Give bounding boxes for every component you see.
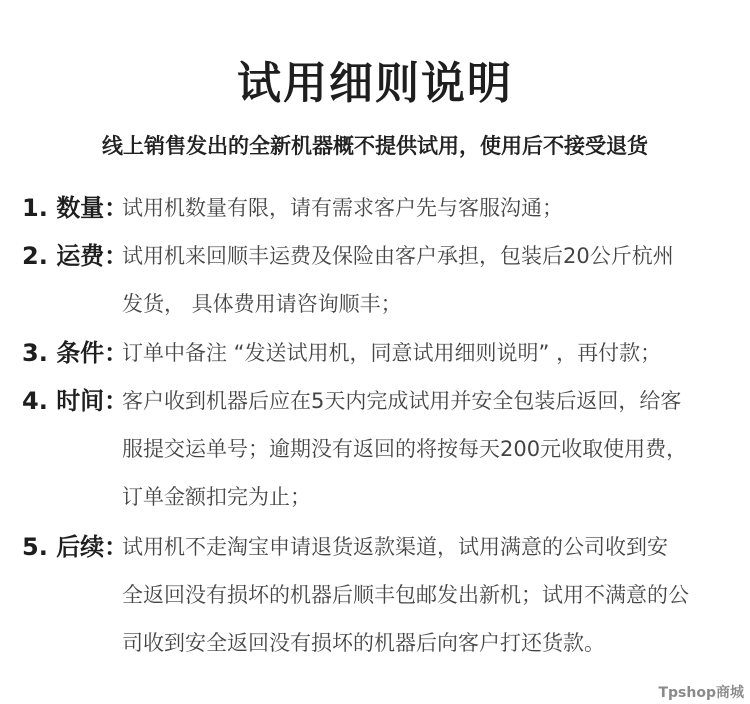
watermark-logo: Tpshop商城	[658, 685, 744, 701]
rule-number: 1.	[22, 194, 48, 222]
rule-text	[122, 377, 738, 521]
rule-label: 后续：	[56, 533, 129, 561]
rule-heading	[22, 377, 128, 425]
rule-text	[122, 232, 738, 328]
rule-item-followup	[22, 523, 738, 667]
rule-number: 2.	[22, 242, 48, 270]
rule-line: 试用机不走淘宝申请退货返款渠道，试用满意的公司收到安	[122, 535, 668, 559]
rule-line: 全返回没有损坏的机器后顺丰包邮发出新机；试用不满意的公	[122, 583, 689, 607]
rule-line: 订单中备注 “发送试用机，同意试用细则说明” ，再付款；	[122, 341, 662, 365]
rule-line: 服提交运单号；逾期没有返回的将按每天200元收取使用费，	[122, 437, 688, 461]
rule-label: 条件：	[56, 339, 129, 367]
rule-line: 发货， 具体费用请咨询顺丰；	[122, 292, 402, 316]
rule-heading	[22, 184, 128, 232]
rule-line: 客户收到机器后应在5天内完成试用并安全包装后返回，给客	[122, 389, 682, 413]
rule-heading	[22, 523, 128, 571]
rule-label: 数量：	[56, 194, 129, 222]
rule-number: 5.	[22, 533, 48, 561]
rule-text	[122, 184, 738, 232]
rule-item-shipping	[22, 232, 738, 328]
rule-text	[122, 329, 738, 377]
rule-heading	[22, 329, 128, 377]
rule-item-conditions	[22, 329, 738, 377]
rule-line: 订单金额扣完为止；	[122, 485, 311, 509]
rule-label: 时间：	[56, 387, 129, 415]
rule-heading	[22, 232, 128, 280]
rule-text	[122, 523, 738, 667]
rule-line: 试用机数量有限，请有需求客户先与客服沟通；	[122, 196, 563, 220]
page-title: 试用细则说明	[237, 58, 513, 109]
rule-item-time	[22, 377, 738, 521]
rule-number: 3.	[22, 339, 48, 367]
subtitle: 线上销售发出的全新机器概不提供试用，使用后不接受退货	[102, 134, 648, 158]
rule-item-quantity	[22, 184, 738, 232]
rule-line: 司收到安全返回没有损坏的机器后向客户打还货款。	[122, 631, 605, 655]
rule-number: 4.	[22, 387, 48, 415]
rule-label: 运费：	[56, 242, 129, 270]
rule-line: 试用机来回顺丰运费及保险由客户承担，包装后20公斤杭州	[122, 244, 674, 268]
